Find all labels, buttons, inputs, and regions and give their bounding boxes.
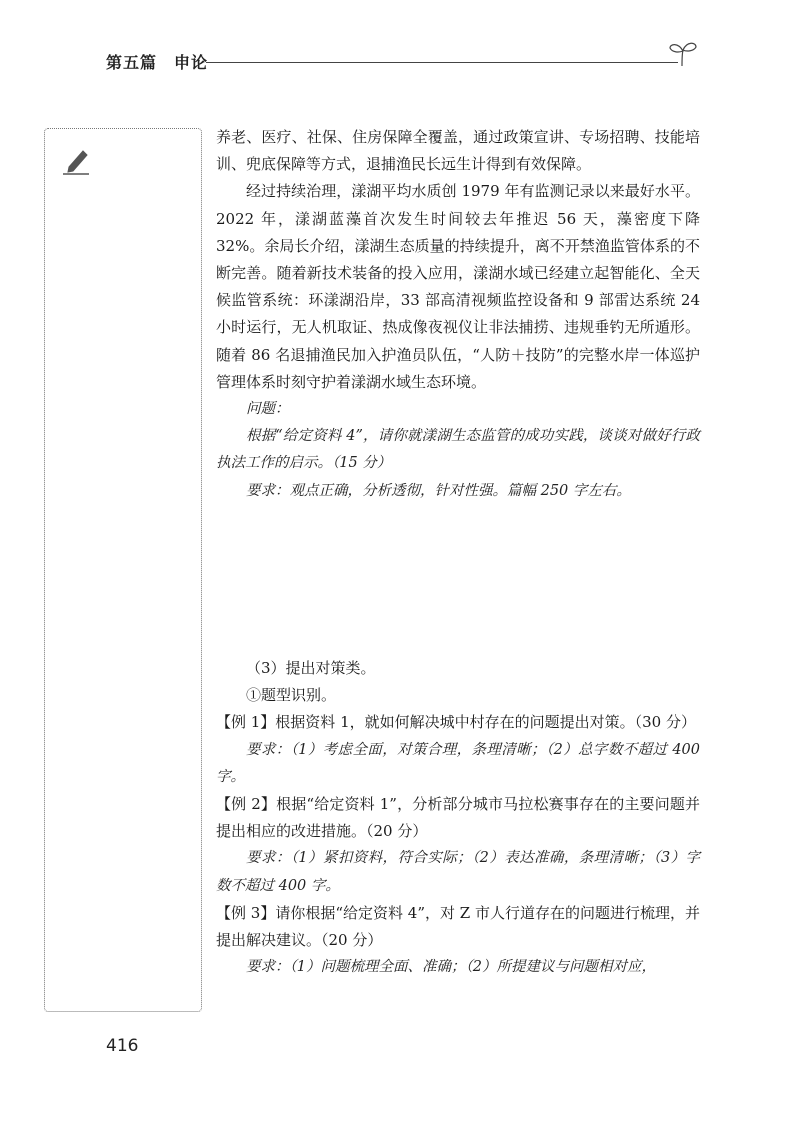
notes-sidebar	[44, 128, 202, 1012]
example-text: 【例 3】请你根据“给定资料 4”，对 Z 市人行道存在的问题进行梳理，并提出解决建议。（20 分）	[216, 903, 700, 950]
pencil-icon	[61, 147, 91, 175]
question-text: 根据“给定资料 4”，请你就漾湖生态监管的成功实践，谈谈对做好行政执法工作的启示。（15 分）	[216, 428, 700, 472]
section-title: 第五篇 申论	[106, 53, 209, 72]
question-label: 问题：	[246, 401, 290, 418]
section-subheading: ①题型识别。	[246, 686, 337, 705]
paragraph: 经过持续治理，漾湖平均水质创 1979 年有监测记录以来最好水平。2022 年，漾湖蓝藻首次发生时间较去年推迟 56 天，藻密度下降 32%。余局长介绍，漾湖生态质量的持续提升，离不开禁渔监管体系的不断完善。随着新技术装备的投入应用，漾湖水域已经建立起智能化、全天候监管系统：环漾湖沿岸，33 部高清视频监控设备和 9 部雷达系统 24 小时运行，无人机取证、热成像夜视仪让非法捕捞、违规垂钓无所遁形。随着 86 名退捕渔民加入护渔员队伍，“人防＋技防”的完整水岸一体巡护管理体系时刻守护着漾湖水域生态环境。	[216, 182, 700, 391]
page-header	[106, 48, 698, 76]
example-requirement: 要求：（1）紧扣资料，符合实际；（2）表达准确，条理清晰；（3）字数不超过 400 字。	[216, 850, 700, 894]
paragraph: 养老、医疗、社保、住房保障全覆盖，通过政策宣讲、专场招聘、技能培训、兜底保障等方式，退捕渔民长远生计得到有效保障。	[216, 128, 700, 174]
example-requirement: 要求：（1）考虑全面，对策合理，条理清晰；（2）总字数不超过 400 字。	[216, 741, 700, 785]
example-requirement: 要求：（1）问题梳理全面、准确；（2）所提建议与问题相对应，	[246, 959, 656, 976]
section-heading: （3）提出对策类。	[246, 659, 376, 677]
example-text: 【例 1】根据资料 1，就如何解决城中村存在的问题提出对策。（30 分）	[216, 713, 696, 732]
leaf-sprout-icon	[668, 40, 698, 66]
strategy-section	[216, 655, 700, 981]
main-content	[216, 124, 700, 505]
question-requirement: 要求：观点正确，分析透彻，针对性强。篇幅 250 字左右。	[246, 482, 631, 499]
page-number: 416	[106, 1036, 139, 1056]
example-text: 【例 2】根据“给定资料 1”，分析部分城市马拉松赛事存在的主要问题并提出相应的改进措施。（20 分）	[216, 795, 700, 841]
header-divider	[206, 62, 678, 63]
